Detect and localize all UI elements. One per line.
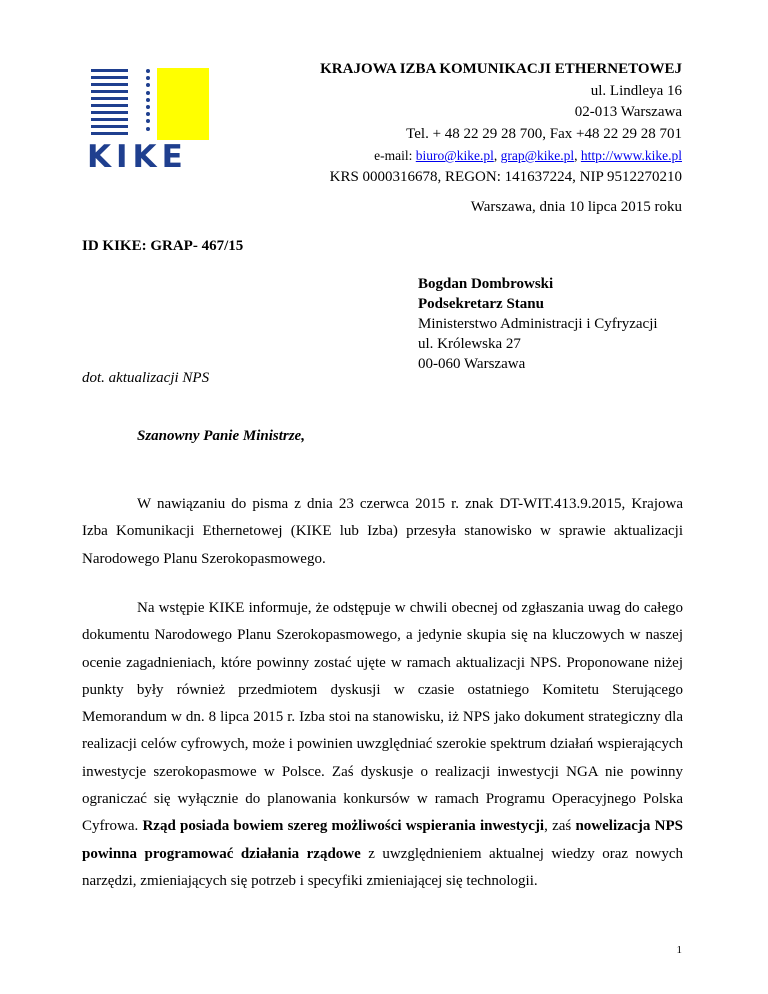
- letterhead: [320, 59, 682, 188]
- email-link-biuro[interactable]: biuro@kike.pl: [415, 148, 494, 163]
- letter-subject: dot. aktualizacji NPS: [82, 370, 210, 386]
- recipient-ministry: Ministerstwo Administracji i Cyfryzacji: [418, 316, 658, 332]
- paragraph-2-text: [82, 595, 683, 895]
- recipient-street: ul. Królewska 27: [418, 336, 521, 352]
- email-link-grap[interactable]: grap@kike.pl: [500, 148, 575, 163]
- logo-lines-graphic: [91, 69, 128, 139]
- paragraph-2-part-3: z uwzględnieniem aktualnej wiedzy oraz nowych narzędzi, zmieniających się potrzeb i specyfiki zmieniającej się technologii.: [82, 845, 683, 889]
- organization-phone: Tel. + 48 22 29 28 700, Fax +48 22 29 28 701: [406, 125, 682, 142]
- paragraph-2-bold-1: Rząd posiada bowiem szereg możliwości wspierania inwestycji: [142, 818, 545, 835]
- email-label: e-mail:: [374, 148, 416, 163]
- paragraph-2: [82, 595, 683, 895]
- email-separator: ,: [493, 148, 501, 163]
- reference-id: ID KIKE: GRAP- 467/15: [82, 238, 244, 254]
- organization-registry: KRS 0000316678, REGON: 141637224, NIP 9512270210: [329, 168, 682, 185]
- recipient-city: 00-060 Warszawa: [418, 356, 526, 372]
- organization-city: 02-013 Warszawa: [574, 104, 682, 120]
- organization-street: ul. Lindleya 16: [590, 82, 682, 99]
- email-separator: ,: [574, 148, 581, 163]
- recipient-name: Bogdan Dombrowski: [418, 276, 554, 292]
- paragraph-2-part-2: , zaś: [544, 818, 576, 835]
- letter-date: Warszawa, dnia 10 lipca 2015 roku: [470, 199, 682, 215]
- logo-yellow-block: [157, 68, 209, 140]
- paragraph-2-part-1: Na wstępie KIKE informuje, że odstępuje w chwili obecnej od zgłaszania uwag do całego dokumentu Narodowego Planu Szerokopasmowego, a jedynie skupia się na kluczowych w naszej ocenie zagadnieniach, które powinny zostać ujęte w ramach aktualizacji NPS. Proponowane niżej punkty były również przedmiotem dyskusji w czasie ostatniego Komitetu Sterującego Memorandum w dn. 8 lipca 2015 r. Izba stoi na stanowisku, iż NPS jako dokument strategiczny dla realizacji celów cyfrowych, może i powinien uwzględniać szerokie spektrum działań wspierających inwestycje szerokopasmowe w Polsce. Zaś dyskusje o realizacji inwestycji NGA nie powinny ograniczać się wyłącznie do planowania konkursów w ramach Programu Operacyjnego Polska Cyfrowa.: [82, 600, 683, 835]
- recipient-title: Podsekretarz Stanu: [418, 296, 544, 312]
- recipient-block: [418, 274, 658, 374]
- paragraph-1-text: W nawiązaniu do pisma z dnia 23 czerwca 2015 r. znak DT-WIT.413.9.2015, Krajowa Izba Komunikacji Ethernetowej (KIKE lub Izba) przesyła stanowisko w sprawie aktualizacji Narodowego Planu Szerokopasmowego.: [82, 496, 683, 567]
- logo-dots-graphic: [146, 69, 150, 134]
- paragraph-1: [82, 491, 683, 573]
- logo-wordmark: KIKE: [87, 139, 188, 175]
- paragraph-2-bold-2: nowelizacja NPS powinna programować działania rządowe: [82, 818, 683, 862]
- salutation: Szanowny Panie Ministrze,: [137, 428, 305, 444]
- organization-email-row: [320, 145, 682, 167]
- organization-name: KRAJOWA IZBA KOMUNIKACJI ETHERNETOWEJ: [320, 61, 682, 77]
- website-link[interactable]: http://www.kike.pl: [580, 148, 682, 163]
- page-number: 1: [676, 944, 682, 956]
